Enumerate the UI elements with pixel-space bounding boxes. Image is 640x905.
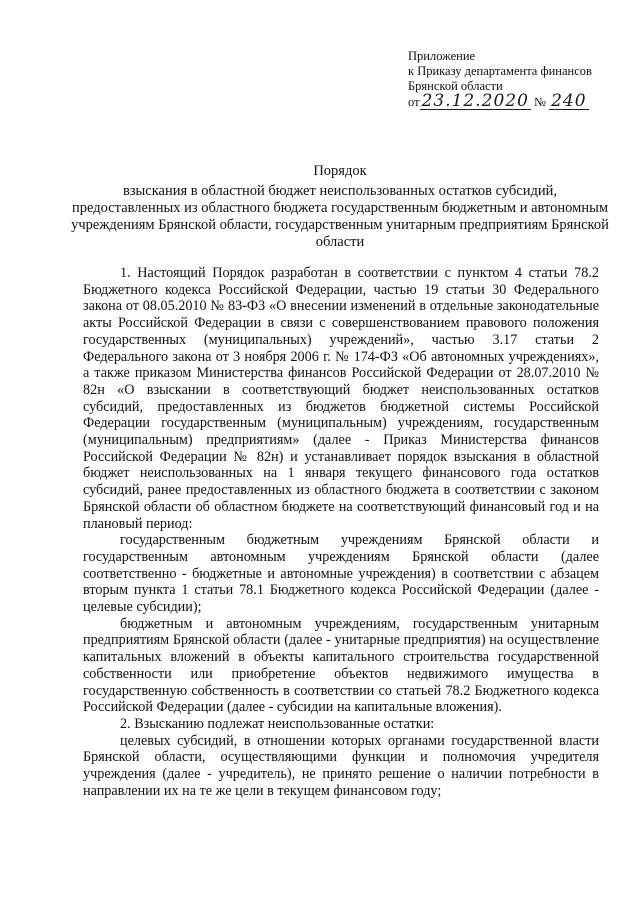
document-title [70,163,610,251]
title-subtitle: взыскания в областной бюджет неиспользованных остатков субсидий, предоставленных из областного бюджета государственным бюджетным и автономным учреждениям Брянской области, государственным унитарным предприятиям Брянской области [71,183,609,250]
appendix-block [408,49,638,112]
handwritten-date: 23.12.2020 [421,91,529,111]
paragraph: целевых субсидий, в отношении которых органами государственной власти Брянской области, осуществляющими функции и полномочия учредителя учреждения (далее - учредитель), не принято решение о наличии потребности в направлении их на те же цели в текущем финансовом году; [83,732,599,799]
title-heading: Порядок [313,163,367,179]
appendix-title: Приложение [408,49,476,63]
paragraph: бюджетным и автономным учреждениям, государственным унитарным предприятиям Брянской области (далее - унитарные предприятия) на осуществление капитальных вложений в объекты капитального строительства государственной собственности или приобретение объектов недвижимого имущества в государственную собственность в соответствии со статьей 78.2 Бюджетного кодекса Российской Федерации (далее - субсидии на капитальные вложения). [83,615,599,716]
handwritten-number: 240 [551,91,587,111]
appendix-region: Брянской области [408,79,503,93]
paragraph: 1. Настоящий Порядок разработан в соответствии с пунктом 4 статьи 78.2 Бюджетного кодекса Российской Федерации, частью 19 статьи 30 Федерального закона от 08.05.2010 № 83-ФЗ «О внесении изменений в отдельные законодательные акты Российской Федерации в связи с совершенствованием правового положения государственных (муниципальных) учреждений», частью 3.17 статьи 2 Федерального закона от 3 ноября 2006 г. № 174-ФЗ «Об автономных учреждениях», а также приказом Министерства финансов Российской Федерации от 28.07.2010 № 82н «О взыскании в соответствующий бюджет неиспользованных остатков субсидий, предоставленных из бюджетов бюджетной системы Российской Федерации государственным (муниципальным) учреждениям, государственным (муниципальным) предприятиям» (далее - Приказ Министерства финансов Российской Федерации № 82н) и устанавливает порядок взыскания в областной бюджет неиспользованных на 1 января текущего финансового года остатков субсидий, ранее предоставленных из областного бюджета в соответствии с законом Брянской области об областном бюджете на соответствующий финансовый год и на плановый период: [83,265,599,532]
document-body [83,265,599,800]
paragraph: государственным бюджетным учреждениям Брянской области и государственным автономным учреждениям Брянской области (далее соответственно - бюджетные и автономные учреждения) в соответствии с абзацем вторым пункта 1 статьи 78.1 Бюджетного кодекса Российской Федерации (далее - целевые субсидии); [83,532,599,616]
appendix-date-number [408,91,638,112]
from-label: от [408,95,420,109]
number-label: № [534,95,546,109]
appendix-order-ref: к Приказу департамента финансов [408,64,592,78]
paragraph: 2. Взысканию подлежат неиспользованные остатки: [120,715,435,732]
